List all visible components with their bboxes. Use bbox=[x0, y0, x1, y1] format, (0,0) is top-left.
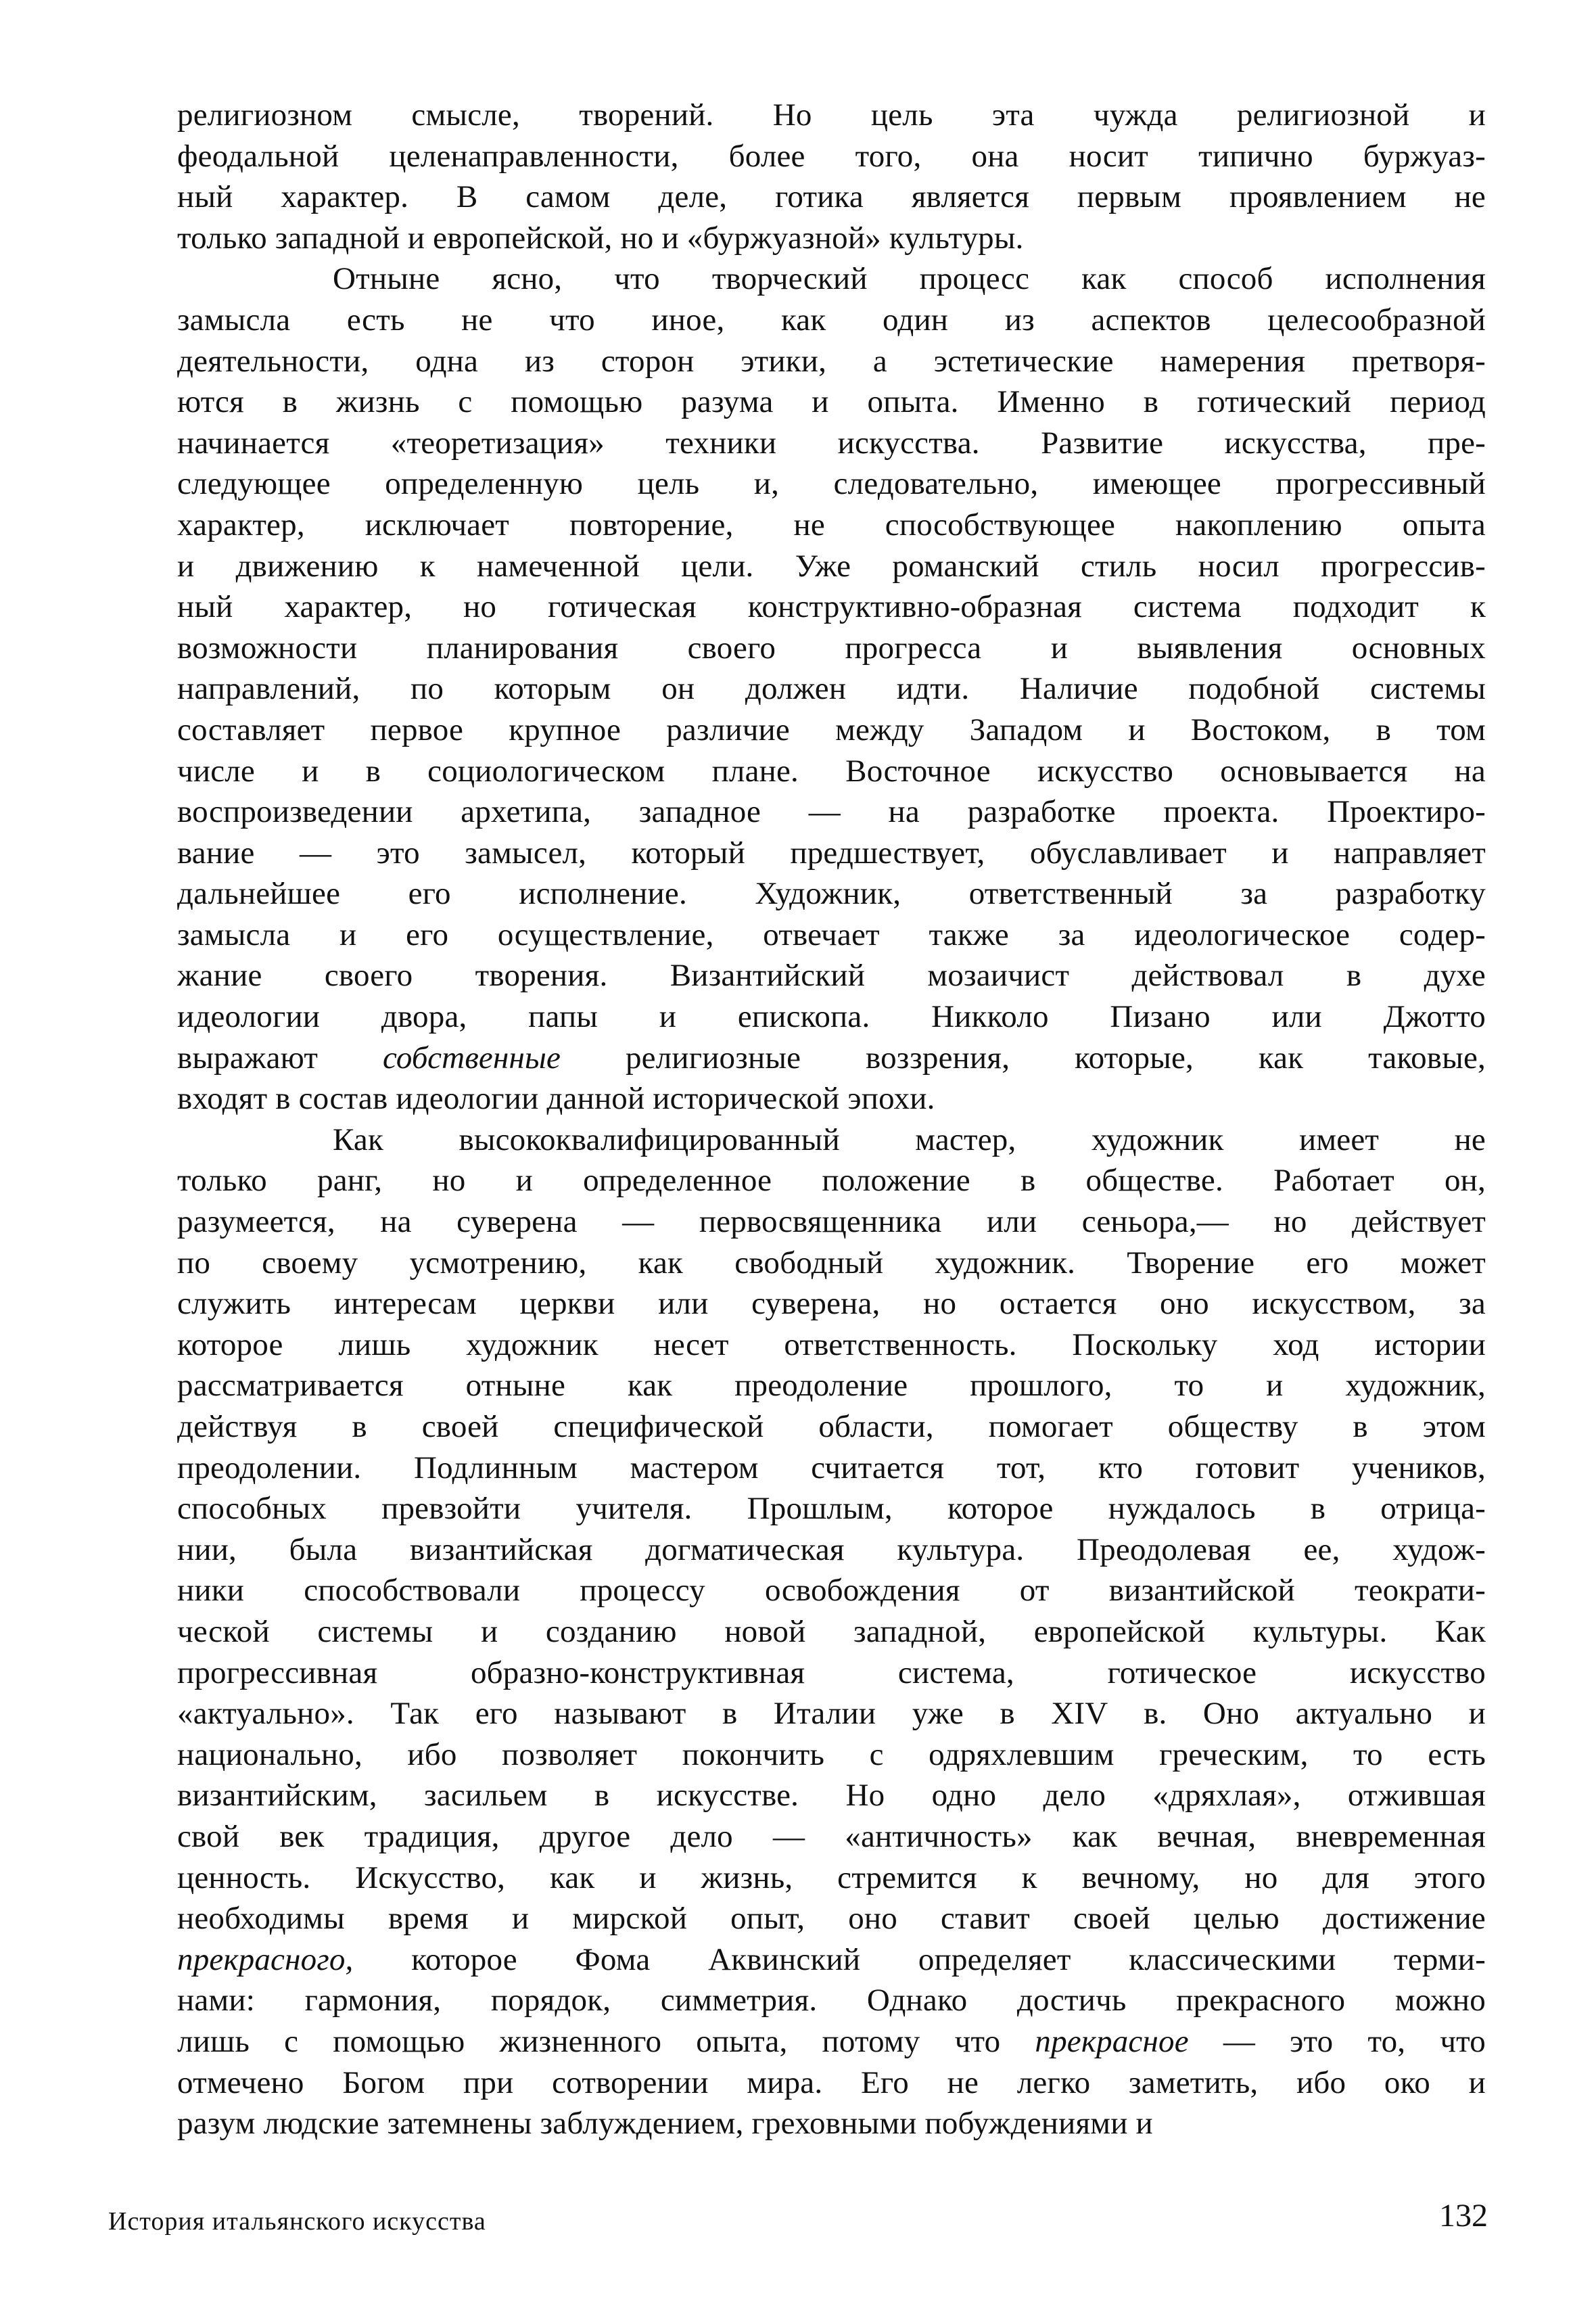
text-line: религиозном смысле, творений. Но цель эта чужда религиозной и bbox=[177, 97, 1486, 133]
text-line: преодолении. Подлинным мастером считается тот, кто готовит учеников, bbox=[177, 1450, 1486, 1485]
text-line: прогрессивная образно-конструктивная система, готическое искусство bbox=[177, 1655, 1486, 1690]
text-line: числе и в социологическом плане. Восточное искусство основывается на bbox=[177, 753, 1486, 789]
text-line: вание — это замысел, который предшествует, обуславливает и направляет bbox=[177, 835, 1486, 871]
text-line: действуя в своей специфической области, помогает обществу в этом bbox=[177, 1409, 1486, 1444]
page-number: 132 bbox=[1439, 2198, 1488, 2234]
text-segment: лишь с помощью жизненного опыта, потому что bbox=[177, 2023, 1035, 2059]
text-line: по своему усмотрению, как свободный художник. Творение его может bbox=[177, 1245, 1486, 1280]
text-line bbox=[177, 1038, 1486, 1079]
text-line: ческой системы и созданию новой западной, европейской культуры. Как bbox=[177, 1613, 1486, 1649]
text-line: отмечено Богом при сотворении мира. Его не легко заметить, ибо око и bbox=[177, 2064, 1486, 2100]
emphasis-text: собственные bbox=[382, 1040, 561, 1076]
text-line: замысла есть не что иное, как один из аспектов целесообразной bbox=[177, 302, 1486, 338]
text-line: разум людские затемнены заблуждением, греховными побуждениями и bbox=[177, 2106, 1153, 2142]
text-line: дальнейшее его исполнение. Художник, ответственный за разработку bbox=[177, 876, 1486, 912]
text-line: начинается «теоретизация» техники искусства. Развитие искусства, пре- bbox=[177, 425, 1486, 461]
text-line: необходимы время и мирской опыт, оно ставит своей целью достижение bbox=[177, 1901, 1486, 1937]
text-line: ценность. Искусство, как и жизнь, стремится к вечному, но для этого bbox=[177, 1860, 1486, 1895]
text-line: только ранг, но и определенное положение в обществе. Работает он, bbox=[177, 1163, 1486, 1199]
text-line: только западной и европейской, но и «буржуазной» культуры. bbox=[177, 220, 1024, 256]
text-segment: выражают bbox=[177, 1040, 383, 1076]
text-line: ный характер. В самом деле, готика является первым проявлением не bbox=[177, 179, 1486, 215]
text-segment: которое Фома Аквинский определяет классическими терми- bbox=[353, 1941, 1486, 1977]
text-line: которое лишь художник несет ответственность. Поскольку ход истории bbox=[177, 1326, 1486, 1362]
running-footer-title: История итальянского искусства bbox=[108, 2207, 486, 2236]
text-line: ники способствовали процессу освобождения от византийской теократи- bbox=[177, 1573, 1486, 1609]
text-line: жание своего творения. Византийский мозаичист действовал в духе bbox=[177, 958, 1486, 994]
text-line: служить интересам церкви или суверена, но остается оно искусством, за bbox=[177, 1286, 1486, 1322]
text-line: направлений, по которым он должен идти. Наличие подобной системы bbox=[177, 671, 1486, 707]
text-line: воспроизведении архетипа, западное — на разработке проекта. Проектиро- bbox=[177, 794, 1486, 830]
body-text bbox=[177, 95, 1486, 2144]
text-line bbox=[177, 1939, 1486, 1981]
text-line: Отныне ясно, что творческий процесс как способ исполнения bbox=[333, 261, 1486, 297]
text-line: ются в жизнь с помощью разума и опыта. Именно в готический период bbox=[177, 384, 1486, 420]
text-line: идеологии двора, папы и епископа. Никколо Пизано или Джотто bbox=[177, 999, 1486, 1035]
text-line: способных превзойти учителя. Прошлым, которое нуждалось в отрица- bbox=[177, 1491, 1486, 1527]
text-line: деятельности, одна из сторон этики, а эстетические намерения претворя- bbox=[177, 343, 1486, 379]
emphasis-text: прекрасного, bbox=[177, 1941, 354, 1977]
text-line: феодальной целенаправленности, более того, она носит типично буржуаз- bbox=[177, 138, 1486, 174]
text-line: нами: гармония, порядок, симметрия. Однако достичь прекрасного можно bbox=[177, 1983, 1486, 2018]
text-line: входят в состав идеологии данной исторической эпохи. bbox=[177, 1081, 935, 1117]
text-line: Как высококвалифицированный мастер, художник имеет не bbox=[333, 1122, 1486, 1157]
text-line: национально, ибо позволяет покончить с одряхлевшим греческим, то есть bbox=[177, 1736, 1486, 1772]
text-line: «актуально». Так его называют в Италии уже в XIV в. Оно актуально и bbox=[177, 1696, 1486, 1732]
text-line: возможности планирования своего прогресса и выявления основных bbox=[177, 630, 1486, 666]
text-line: разумеется, на суверена — первосвященника или сеньора,— но действует bbox=[177, 1204, 1486, 1240]
text-line: составляет первое крупное различие между Западом и Востоком, в том bbox=[177, 712, 1486, 747]
text-line bbox=[177, 2021, 1486, 2062]
text-line: свой век традиция, другое дело — «античность» как вечная, вневременная bbox=[177, 1818, 1486, 1854]
emphasis-text: прекрасное bbox=[1035, 2023, 1189, 2059]
text-segment: — это то, что bbox=[1188, 2023, 1486, 2059]
text-line: византийским, засильем в искусстве. Но одно дело «дряхлая», отжившая bbox=[177, 1778, 1486, 1814]
text-line: рассматривается отныне как преодоление прошлого, то и художник, bbox=[177, 1368, 1486, 1404]
text-segment: религиозные воззрения, которые, как таковые, bbox=[561, 1040, 1486, 1076]
text-line: и движению к намеченной цели. Уже романский стиль носил прогрессив- bbox=[177, 548, 1486, 584]
text-line: характер, исключает повторение, не способствующее накоплению опыта bbox=[177, 507, 1486, 543]
text-line: ный характер, но готическая конструктивно-образная система подходит к bbox=[177, 589, 1486, 625]
text-line: следующее определенную цель и, следовательно, имеющее прогрессивный bbox=[177, 466, 1486, 502]
text-line: нии, была византийская догматическая культура. Преодолевая ее, худож- bbox=[177, 1531, 1486, 1567]
text-line: замысла и его осуществление, отвечает также за идеологическое содер- bbox=[177, 917, 1486, 952]
